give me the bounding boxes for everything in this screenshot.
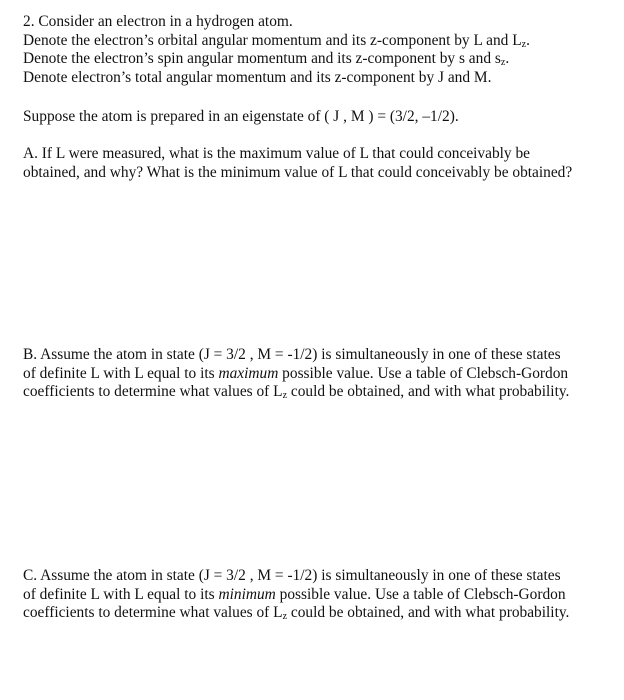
problem-statement <box>23 13 615 87</box>
part-b-line-1: B. Assume the atom in state (J = 3/2 , M = -1/2) is simultaneously in one of these states <box>23 346 561 363</box>
part-c-emphasis: minimum <box>218 585 276 603</box>
part-b-emphasis: maximum <box>218 364 279 382</box>
total-definition: Denote electron’s total angular momentum and its z-component by J and M. <box>23 68 492 86</box>
prepared-state-text: Suppose the atom is prepared in an eigenstate of ( J , M ) = (3/2, –1/2). <box>23 108 459 125</box>
part-a-line-1: A. If L were measured, what is the maximum value of L that could conceivably be <box>23 145 531 162</box>
part-b-line-2: of definite L with L equal to its maximum possible value. Use a table of Clebsch-Gordon <box>23 364 569 382</box>
part-b <box>23 346 615 402</box>
problem-intro-line <box>23 13 615 32</box>
part-b-line-3: coefficients to determine what values of $L_z$ could be obtained, and with what probability. <box>23 383 570 401</box>
spin-definition: Denote the electron’s spin angular momentum and its z-component by s and $s_z$. <box>23 50 510 68</box>
part-c-line-2: of definite L with L equal to its minimum possible value. Use a table of Clebsch-Gordon <box>23 585 566 603</box>
orbital-definition: Denote the electron’s orbital angular momentum and its z-component by L and $L_z$. <box>23 31 530 50</box>
problem-intro: Consider an electron in a hydrogen atom. <box>38 13 293 30</box>
part-a-line-2: obtained, and why? What is the minimum value of L that could conceivably be obtained? <box>23 163 573 181</box>
part-c <box>23 567 615 623</box>
prepared-state <box>23 108 615 127</box>
part-c-line-1: C. Assume the atom in state (J = 3/2 , M = -1/2) is simultaneously in one of these states <box>23 567 561 584</box>
part-a <box>23 145 615 182</box>
part-c-line-3: coefficients to determine what values of $L_z$ could be obtained, and with what probability. <box>23 604 570 622</box>
problem-number: 2. <box>23 13 35 30</box>
